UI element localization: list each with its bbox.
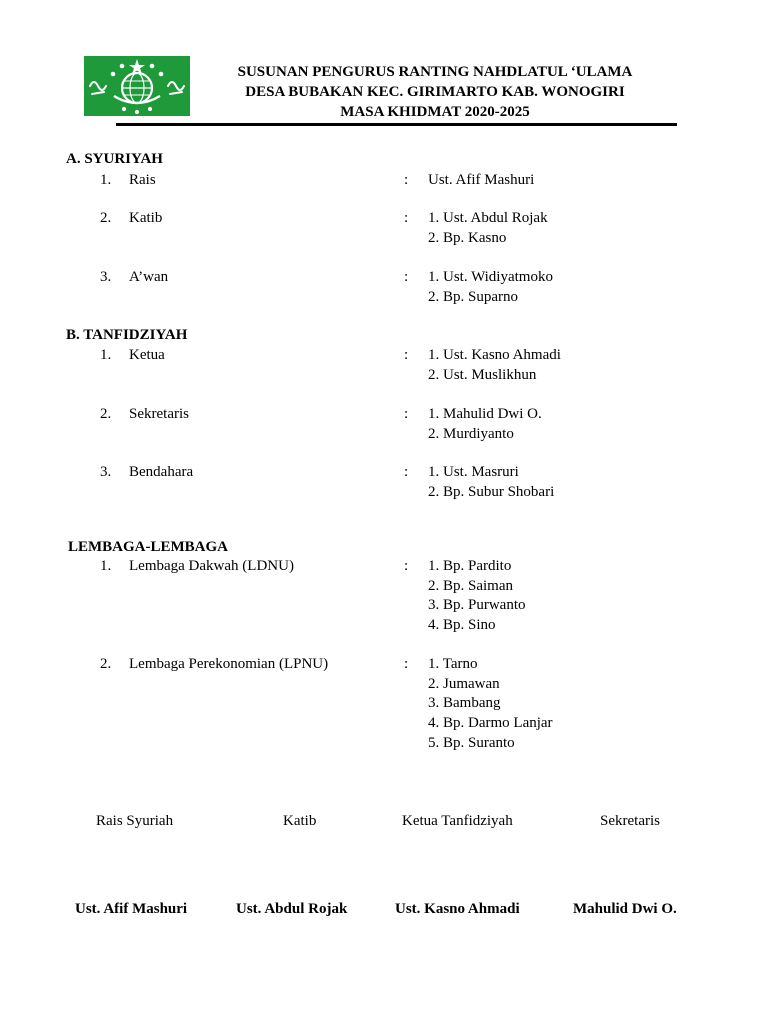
member-name: 2. Ust. Muslikhun [428, 367, 537, 383]
member-name: 3. Bambang [428, 695, 501, 711]
member-name: 1. Tarno [428, 656, 478, 672]
role-number: 1. [100, 172, 112, 188]
member-name: 2. Bp. Saiman [428, 578, 513, 594]
signature-title-rais: Rais Syuriah [96, 813, 174, 829]
document-header [196, 62, 674, 122]
member-name: 1. Ust. Abdul Rojak [428, 210, 548, 226]
role-label: A’wan [129, 269, 169, 285]
member-name: 1. Ust. Masruri [428, 464, 519, 480]
header-line-3: MASA KHIDMAT 2020-2025 [340, 104, 530, 120]
role-number: 2. [100, 656, 112, 672]
section-title-syuriyah: A. SYURIYAH [66, 151, 163, 167]
member-name: 1. Ust. Widiyatmoko [428, 269, 553, 285]
member-name: 3. Bp. Purwanto [428, 597, 526, 613]
member-name: 4. Bp. Darmo Lanjar [428, 715, 553, 731]
signature-name-rais: Ust. Afif Mashuri [75, 901, 188, 917]
role-label: Sekretaris [129, 406, 189, 422]
signature-name-ketua: Ust. Kasno Ahmadi [395, 901, 520, 917]
role-number: 1. [100, 558, 112, 574]
role-label: Ketua [129, 347, 165, 363]
header-line-1: SUSUNAN PENGURUS RANTING NAHDLATUL ‘ULAMA [237, 64, 633, 80]
member-name: 1. Ust. Kasno Ahmadi [428, 347, 561, 363]
role-colon: : [404, 406, 409, 422]
member-name: 4. Bp. Sino [428, 617, 496, 633]
member-name: 2. Jumawan [428, 676, 500, 692]
member-name: 5. Bp. Suranto [428, 735, 515, 751]
role-number: 3. [100, 269, 112, 285]
role-colon: : [404, 558, 409, 574]
role-number: 3. [100, 464, 112, 480]
role-number: 2. [100, 406, 112, 422]
member-name: 1. Mahulid Dwi O. [428, 406, 542, 422]
signature-name-sekretaris: Mahulid Dwi O. [573, 901, 677, 917]
role-label: Bendahara [129, 464, 194, 480]
role-colon: : [404, 656, 409, 672]
member-name: 2. Bp. Subur Shobari [428, 484, 555, 500]
header-divider [116, 123, 677, 126]
role-colon: : [404, 464, 409, 480]
signature-title-ketua: Ketua Tanfidziyah [402, 813, 513, 829]
role-colon: : [404, 347, 409, 363]
section-title-tanfidziyah: B. TANFIDZIYAH [66, 327, 188, 343]
signature-name-katib: Ust. Abdul Rojak [236, 901, 348, 917]
role-label: Lembaga Dakwah (LDNU) [129, 558, 294, 574]
nu-logo [84, 56, 190, 116]
role-colon: : [404, 269, 409, 285]
role-label: Katib [129, 210, 163, 226]
role-colon: : [404, 210, 409, 226]
section-title-lembaga: LEMBAGA-LEMBAGA [68, 539, 229, 555]
role-number: 1. [100, 347, 112, 363]
signature-title-katib: Katib [283, 813, 317, 829]
signature-title-sekretaris: Sekretaris [600, 813, 660, 829]
member-name: 2. Murdiyanto [428, 426, 514, 442]
member-name: 2. Bp. Kasno [428, 230, 507, 246]
member-name: 2. Bp. Suparno [428, 289, 518, 305]
role-label: Lembaga Perekonomian (LPNU) [129, 656, 329, 672]
role-colon: : [404, 172, 409, 188]
role-number: 2. [100, 210, 112, 226]
member-name: Ust. Afif Mashuri [428, 172, 535, 188]
role-label: Rais [129, 172, 156, 188]
header-line-2: DESA BUBAKAN KEC. GIRIMARTO KAB. WONOGIRI [245, 84, 625, 100]
member-name: 1. Bp. Pardito [428, 558, 512, 574]
